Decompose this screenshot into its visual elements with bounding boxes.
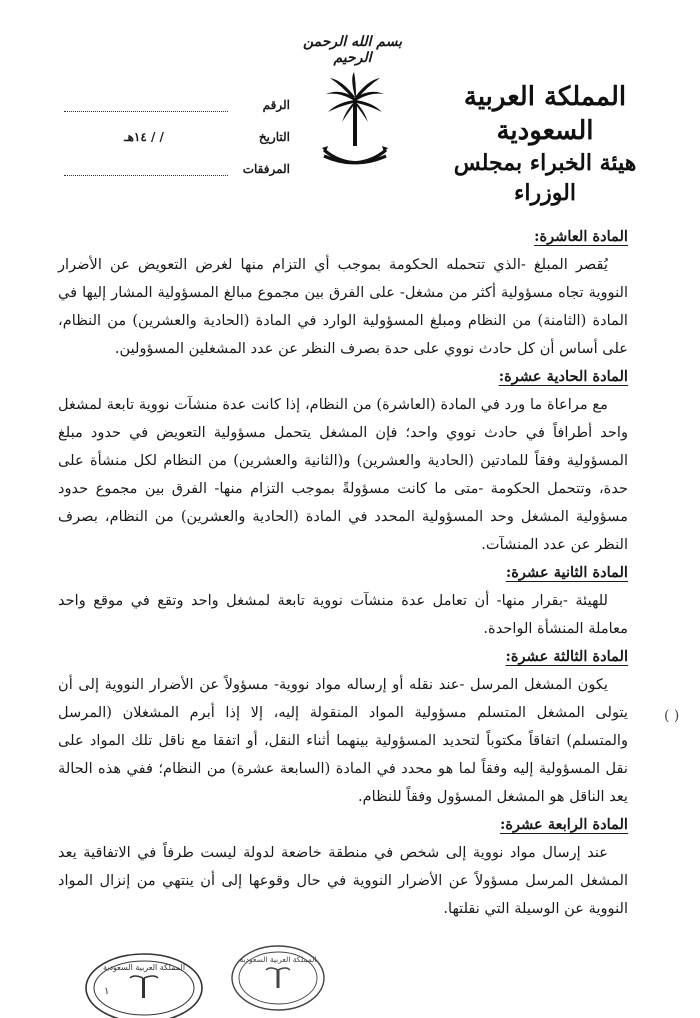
letterhead-title [430,80,660,208]
margin-mark: ( ) [664,708,680,724]
date-row [60,112,290,144]
reference-block [60,80,290,176]
article-11-title: المادة الحادية عشرة: [498,368,628,385]
attachments-label: المرفقات [242,162,290,176]
kingdom-name: المملكة العربية السعودية [463,82,627,146]
ref-number-line [64,97,228,112]
palm-swords-emblem-icon [320,70,390,175]
seal-1-number: ١ [104,986,110,997]
article-14-text: عند إرسال مواد نووية إلى شخص في منطقة خاضعة لدولة ليست طرفاً في الاتفاقية يعد المشغل المرسل مسؤولاً عن الأضرار النووية في حال وقوعها إلى أن ينتهي من إنزال المواد النووية عن الوسيلة التي نقلتها. [58,844,628,917]
ref-number-row [60,80,290,112]
article-11-text: مع مراعاة ما ورد في المادة (العاشرة) من النظام، إذا كانت عدة منشآت نووية تابعة لمشغل واحد أطرافاً في حادث نووي واحد؛ فإن المشغل يتحمل مسؤولية التعويض في حدود مبلغ المسؤولية وفقاً للمادتين (الحادية والعشرين) و(الثانية والعشرين) من النظام لكل منشأة على حدة، وتتحمل الحكومة -متى ما كانت مسؤولةً بموجب التزام منها- الفرق بين مجموع حدود مسؤولية المشغل وحد المسؤولية المحدد في المادة (الحادية والعشرين) من النظام، بصرف النظر عن عدد المنشآت. [58,396,628,553]
article-12-text: للهيئة -بقرار منها- أن تعامل عدة منشآت نووية تابعة لمشغل واحد وتقع في موقع واحد معاملة المنشأة الواحدة. [58,592,628,637]
official-seal-1-icon [82,948,207,1018]
article-10-title: المادة العاشرة: [534,228,628,245]
ref-number-label: الرقم [262,98,290,112]
articles-body [58,223,628,923]
article-14-title: المادة الرابعة عشرة: [499,816,628,833]
attachments-line [64,161,228,176]
date-value: / / ١٤هـ [124,130,164,144]
article-10-text: يُقصر المبلغ -الذي تتحمله الحكومة بموجب أي التزام منها لغرض التعويض عن الأضرار النووية تجاه مسؤولية أكثر من مشغل- على الفرق بين مجموع مبالغ المسؤولية المشار إليها في المادة (الثامنة) من النظام ومبلغ المسؤولية الوارد في المادة (الحادية والعشرين) من النظام، على أساس أن كل حادث نووي على حدة بصرف النظر عن عدد المشغلين المسؤولين. [58,256,628,357]
article-13-title: المادة الثالثة عشرة: [505,648,628,665]
basmala: بسم الله الرحمن الرحيم [302,34,403,66]
seal-2-text: المملكة العربية السعودية [239,955,317,964]
attachments-row [60,144,290,176]
official-seal-2-icon [228,940,328,1012]
article-12-title: المادة الثانية عشرة: [505,564,628,581]
seal-1-text: المملكة العربية السعودية [102,963,186,972]
authority-name: هيئة الخبراء بمجلس الوزراء [453,150,637,206]
article-13-text: يكون المشغل المرسل -عند نقله أو إرساله مواد نووية- مسؤولاً عن الأضرار النووية إلى أن يتولى المشغل المتسلم مسؤولية المواد المنقولة إليه، إلا إذا أبرم المشغلان (المرسل والمتسلم) اتفاقاً مكتوباً لتحديد المسؤولية بينهما أثناء النقل، أو اتفقا مع ناقل تلك المواد على نقل المسؤولية إليه وفقاً لما هو محدد في المادة (السابعة عشرة) من النظام؛ ففي هذه الحالة يعد الناقل هو المشغل المسؤول وفقاً للنظام. [58,676,628,805]
date-label: التاريخ [258,130,290,144]
